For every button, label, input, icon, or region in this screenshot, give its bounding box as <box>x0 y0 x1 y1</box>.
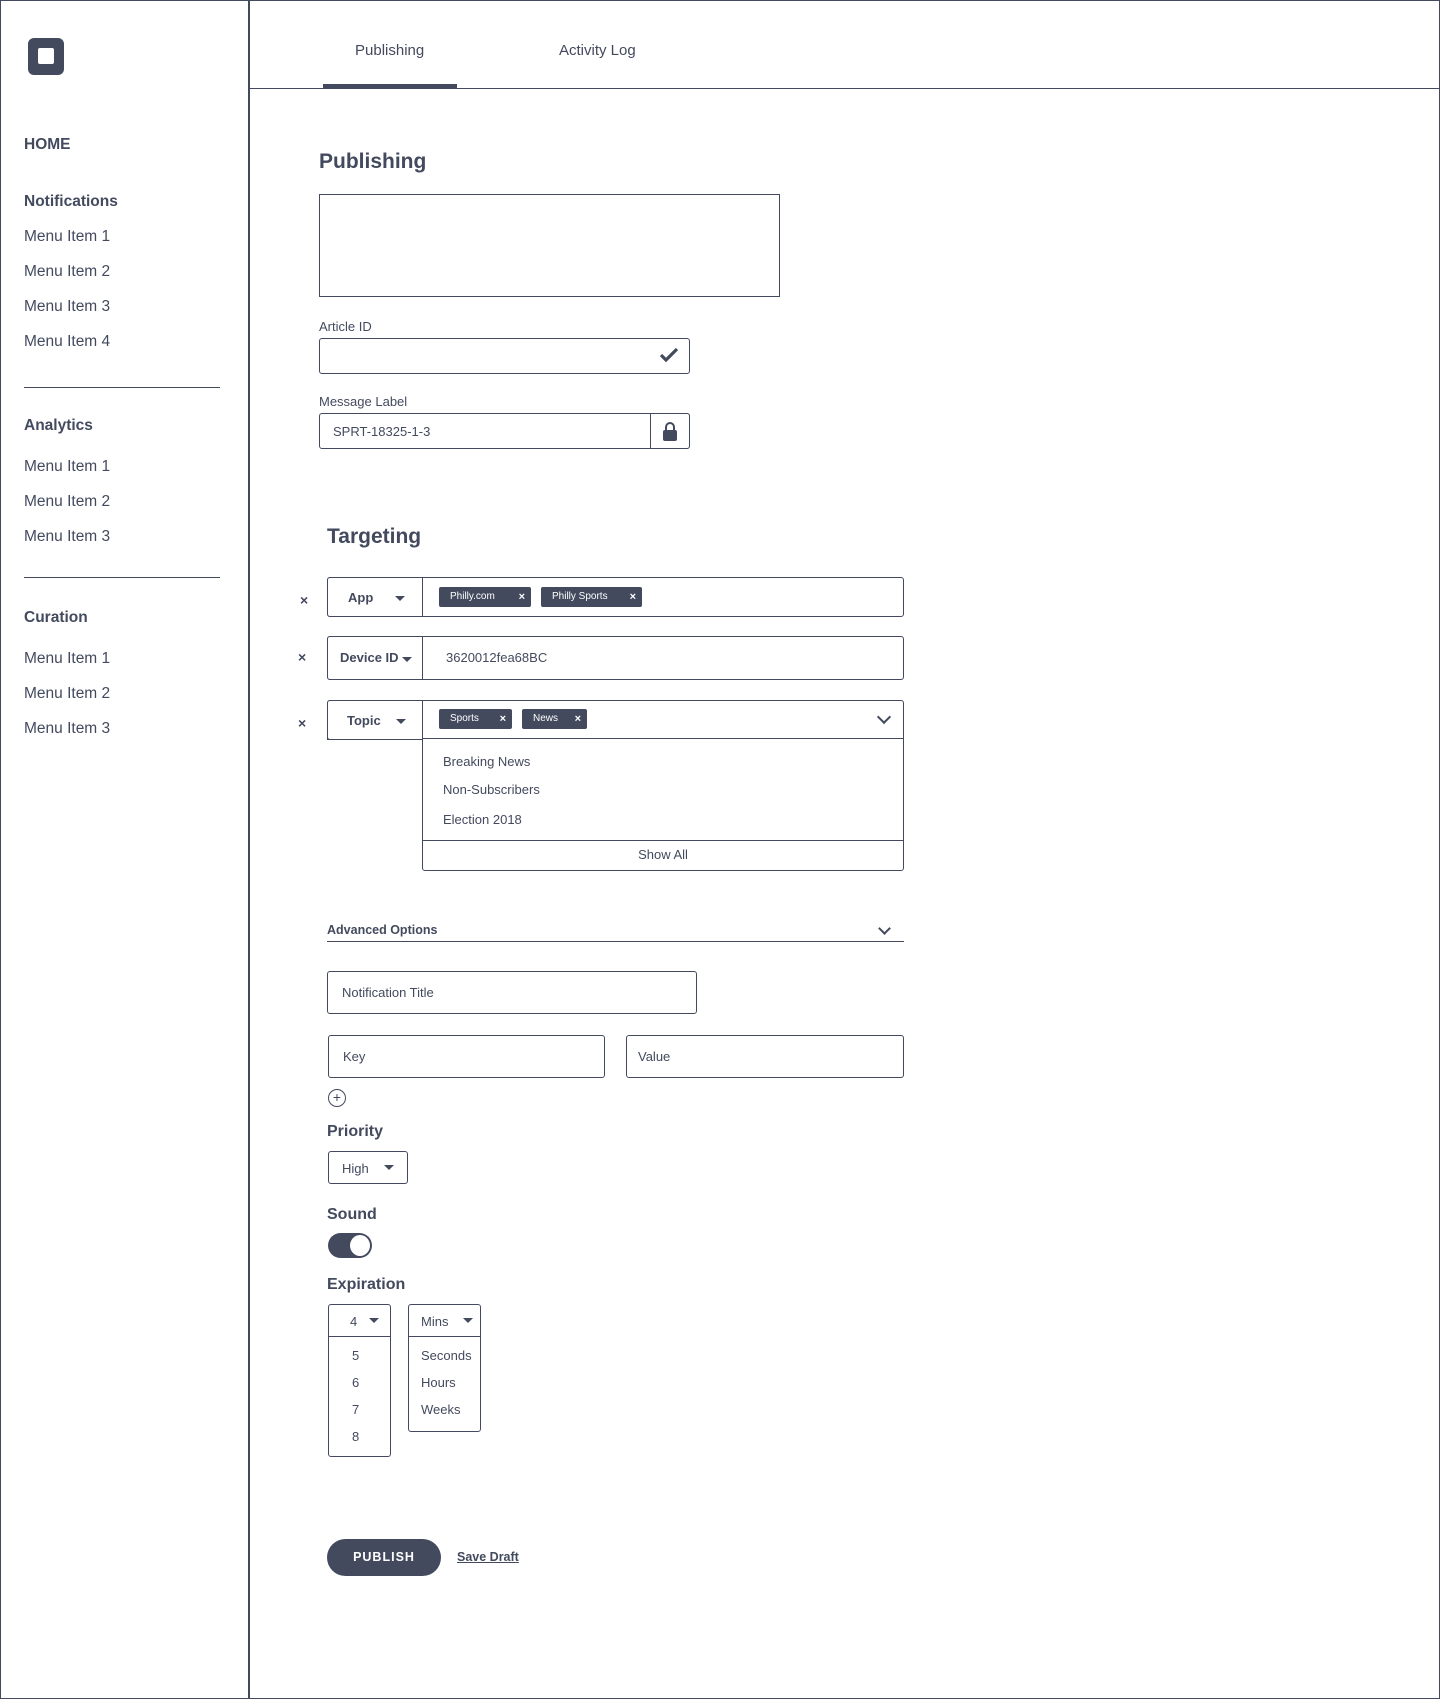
remove-row-icon[interactable]: × <box>298 649 307 665</box>
expiration-number-select[interactable] <box>328 1304 391 1457</box>
chip-remove-icon[interactable]: × <box>518 591 525 603</box>
dropdown-divider <box>422 840 904 841</box>
remove-row-icon[interactable]: × <box>298 715 307 731</box>
message-label-label: Message Label <box>319 394 408 409</box>
advanced-divider <box>327 941 904 942</box>
add-key-value-icon[interactable]: + <box>328 1089 346 1107</box>
sidebar-item-curation-2[interactable]: Menu Item 2 <box>24 685 111 702</box>
chip-remove-icon[interactable]: × <box>499 713 506 725</box>
notification-title-placeholder: Notification Title <box>342 985 434 1000</box>
check-icon <box>660 347 678 363</box>
chip-label: Philly Sports <box>552 591 608 602</box>
save-draft-link[interactable]: Save Draft <box>457 1550 519 1564</box>
expiration-number-option[interactable]: 8 <box>352 1429 360 1444</box>
nav-section-curation[interactable]: Curation <box>24 609 88 626</box>
dropdown-divider <box>408 1336 481 1337</box>
chip-remove-icon[interactable]: × <box>629 591 636 603</box>
sidebar-item-notifications-3[interactable]: Menu Item 3 <box>24 298 111 315</box>
chip-sports <box>439 709 512 729</box>
nav-section-notifications[interactable]: Notifications <box>24 193 118 210</box>
priority-label: Priority <box>327 1123 384 1140</box>
chip-remove-icon[interactable]: × <box>574 713 581 725</box>
chip-news <box>522 709 587 729</box>
expiration-unit-option-hours[interactable]: Hours <box>421 1375 456 1390</box>
tabs-divider <box>250 88 1440 89</box>
key-placeholder: Key <box>343 1049 366 1064</box>
field-select-label: App <box>348 590 374 605</box>
article-id-label: Article ID <box>319 319 372 334</box>
message-label-value: SPRT-18325-1-3 <box>333 424 431 439</box>
publishing-title: Publishing <box>319 150 427 173</box>
nav-home[interactable]: HOME <box>24 136 71 153</box>
logo-icon[interactable] <box>28 38 64 75</box>
expiration-label: Expiration <box>327 1276 406 1293</box>
chip-label: Philly.com <box>450 591 495 602</box>
chip-label: News <box>533 713 559 724</box>
expiration-number-option[interactable]: 7 <box>352 1402 360 1417</box>
sound-label: Sound <box>327 1206 377 1223</box>
message-textarea[interactable] <box>319 194 780 297</box>
caret-down-icon <box>396 719 406 724</box>
targeting-title: Targeting <box>327 525 422 548</box>
toggle-knob <box>350 1235 370 1256</box>
chip-philly-com <box>439 587 531 607</box>
sidebar-divider <box>24 387 220 388</box>
sidebar-item-notifications-4[interactable]: Menu Item 4 <box>24 333 111 350</box>
expiration-unit-option-weeks[interactable]: Weeks <box>421 1402 461 1417</box>
field-select-label: Topic <box>347 713 381 728</box>
sidebar-item-curation-1[interactable]: Menu Item 1 <box>24 650 111 667</box>
remove-row-icon[interactable]: × <box>300 592 309 608</box>
tab-activity-log[interactable]: Activity Log <box>559 42 636 59</box>
sidebar-item-notifications-1[interactable]: Menu Item 1 <box>24 228 111 245</box>
chip-philly-sports <box>541 587 642 607</box>
show-all-button[interactable]: Show All <box>638 847 688 862</box>
topic-option-election-2018[interactable]: Election 2018 <box>443 812 522 827</box>
expiration-unit-value: Mins <box>421 1314 449 1329</box>
article-id-input[interactable] <box>319 338 690 374</box>
key-input[interactable] <box>328 1035 605 1078</box>
nav-section-analytics[interactable]: Analytics <box>24 417 93 434</box>
sidebar-item-analytics-1[interactable]: Menu Item 1 <box>24 458 111 475</box>
caret-down-icon <box>369 1318 379 1323</box>
chip-label: Sports <box>450 713 479 724</box>
publish-button[interactable]: PUBLISH <box>327 1539 441 1576</box>
expiration-number-option[interactable]: 6 <box>352 1375 360 1390</box>
sound-toggle[interactable] <box>328 1233 372 1258</box>
device-id-value[interactable]: 3620012fea68BC <box>446 650 548 665</box>
caret-down-icon <box>402 657 412 662</box>
expiration-number-option[interactable]: 5 <box>352 1348 360 1363</box>
expiration-unit-option-seconds[interactable]: Seconds <box>421 1348 472 1363</box>
priority-value: High <box>342 1161 369 1176</box>
topic-option-breaking-news[interactable]: Breaking News <box>443 754 531 769</box>
lock-icon-body <box>663 430 677 441</box>
caret-down-icon <box>395 596 405 601</box>
sidebar-item-analytics-3[interactable]: Menu Item 3 <box>24 528 111 545</box>
sidebar-item-notifications-2[interactable]: Menu Item 2 <box>24 263 111 280</box>
dropdown-divider <box>328 1336 391 1337</box>
sidebar-item-curation-3[interactable]: Menu Item 3 <box>24 720 111 737</box>
tab-publishing[interactable]: Publishing <box>355 42 425 59</box>
sidebar <box>0 0 250 1699</box>
expiration-number-value: 4 <box>350 1314 358 1329</box>
sidebar-item-analytics-2[interactable]: Menu Item 2 <box>24 493 111 510</box>
caret-down-icon <box>463 1318 473 1323</box>
topic-option-non-subscribers[interactable]: Non-Subscribers <box>443 782 540 797</box>
sidebar-divider <box>24 577 220 578</box>
value-placeholder: Value <box>638 1049 671 1064</box>
caret-down-icon <box>384 1165 394 1170</box>
advanced-options-toggle[interactable]: Advanced Options <box>327 923 438 937</box>
field-select-app[interactable] <box>327 577 423 617</box>
field-select-label: Device ID <box>340 650 399 665</box>
